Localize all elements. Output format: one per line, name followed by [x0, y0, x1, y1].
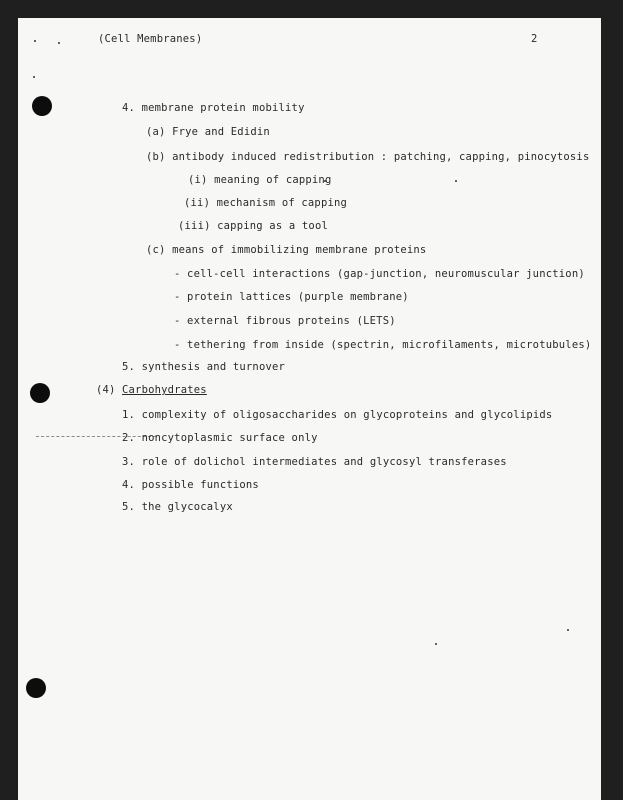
document-page [18, 18, 601, 800]
speck [33, 76, 35, 78]
outline-item: 5. synthesis and turnover [122, 361, 286, 373]
outline-item: - cell-cell interactions (gap-junction, neuromuscular junction) [174, 268, 585, 280]
outline-item: - protein lattices (purple membrane) [174, 291, 409, 303]
outline-item: 2. noncytoplasmic surface only [122, 432, 318, 444]
punch-hole-middle [30, 383, 50, 403]
outline-item: (iii) capping as a tool [178, 220, 328, 232]
speck [34, 40, 36, 42]
outline-item: (a) Frye and Edidin [146, 126, 270, 138]
outline-item: 5. the glycocalyx [122, 501, 233, 513]
outline-item: 4. membrane protein mobility [122, 102, 305, 114]
outline-item: (ii) mechanism of capping [184, 197, 348, 209]
outline-item: (i) meaning of capping [188, 174, 332, 186]
punch-hole-bottom [26, 678, 46, 698]
speck [567, 629, 569, 631]
speck [435, 643, 437, 645]
outline-item: 3. role of dolichol intermediates and glycosyl transferases [122, 456, 507, 468]
outline-item: 1. complexity of oligosaccharides on glycoproteins and glycolipids [122, 409, 553, 421]
header-title: (Cell Membranes) [98, 33, 203, 45]
outline-item: - external fibrous proteins (LETS) [174, 315, 396, 327]
speck [58, 42, 60, 44]
punch-hole-top [32, 96, 52, 116]
section-number: (4) [96, 384, 116, 396]
outline-item: (b) antibody induced redistribution : patching, capping, pinocytosis [146, 151, 590, 163]
speck [455, 180, 457, 182]
outline-item: 4. possible functions [122, 479, 259, 491]
outline-item: (c) means of immobilizing membrane proteins [146, 244, 427, 256]
outline-item: - tethering from inside (spectrin, microfilaments, microtubules) [174, 339, 592, 351]
section-heading: Carbohydrates [122, 384, 207, 396]
page-number: 2 [531, 33, 538, 45]
